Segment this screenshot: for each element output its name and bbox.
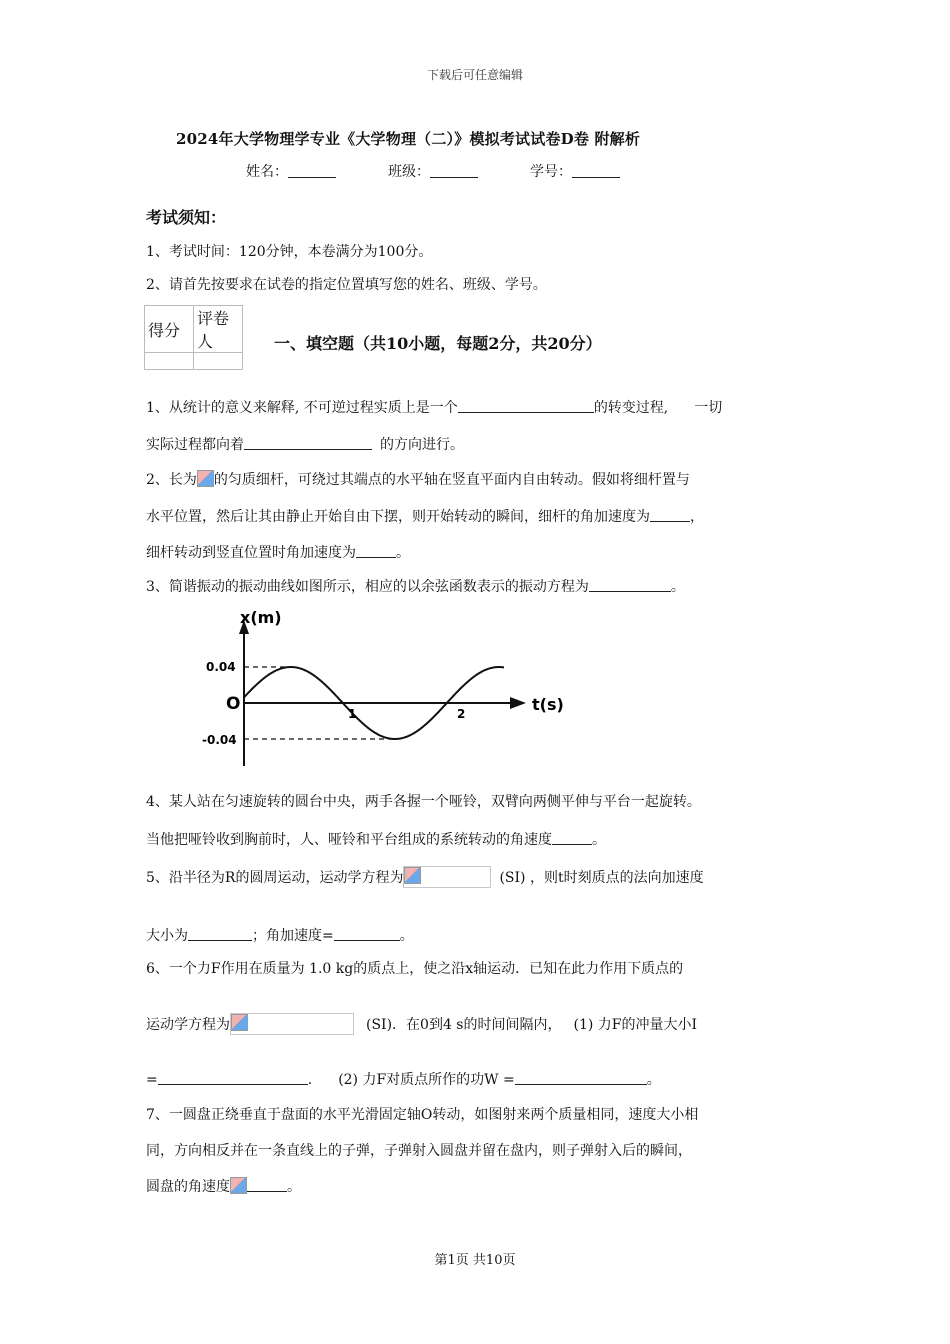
question-1-line-2	[146, 434, 464, 454]
answer-blank	[244, 436, 372, 450]
y-tick-label: 0.04	[206, 660, 236, 674]
question-6-line-1: 6、一个力F作用在质量为 1.0 kg的质点上，使之沿x轴运动．已知在此力作用下质点的	[146, 961, 684, 977]
question-text: 。	[646, 1072, 661, 1088]
question-text: 5、沿半径为R的圆周运动，运动学方程为	[146, 870, 404, 886]
class-blank	[430, 163, 478, 178]
question-text: 细杆转动到竖直位置时角加速度为	[146, 545, 356, 561]
question-text: ；角加速度=	[252, 928, 334, 944]
question-text: 大小为	[146, 928, 188, 944]
notice-title: 考试须知：	[146, 208, 227, 227]
answer-blank	[247, 1178, 287, 1192]
question-5-line-1	[146, 866, 704, 888]
question-text: 运动学方程为	[146, 1017, 230, 1033]
grader-cell	[194, 353, 243, 370]
question-text: 。	[670, 579, 685, 595]
question-7-line-2: 同，方向相反并在一条直线上的子弹，子弹射入圆盘并留在盘内，则子弹射入后的瞬间，	[146, 1143, 692, 1159]
answer-blank	[458, 399, 594, 413]
answer-blank	[552, 831, 592, 845]
question-6-line-2	[146, 1013, 697, 1035]
student-id-blank	[572, 163, 620, 178]
answer-blank	[334, 927, 400, 941]
question-text: 水平位置，然后让其由静止开始自由下摆，则开始转动的瞬间，细杆的角加速度为	[146, 509, 650, 525]
equation-image	[230, 1013, 354, 1035]
question-text: .	[307, 1072, 313, 1088]
question-text: 3、简谐振动的振动曲线如图所示，相应的以余弦函数表示的振动方程为	[146, 579, 589, 595]
x-tick-label: 2	[457, 707, 466, 721]
question-6-line-3	[146, 1069, 661, 1089]
x-tick-label: 1	[348, 707, 357, 721]
question-7-line-3	[146, 1176, 301, 1196]
question-1-line-1	[146, 397, 722, 417]
question-text: 。	[396, 545, 410, 561]
question-text: 一切	[694, 400, 723, 416]
answer-blank	[158, 1071, 308, 1085]
score-header: 得分	[145, 306, 194, 353]
question-text: 。	[592, 832, 606, 848]
score-table	[144, 305, 243, 370]
answer-blank	[650, 508, 690, 522]
question-text: (SI) ，则t时刻质点的法向加速度	[499, 870, 704, 886]
equation-image	[403, 866, 491, 888]
question-text: (2) 力F对质点所作的功W =	[338, 1072, 515, 1088]
question-text: 2、长为	[146, 472, 197, 488]
question-text: =	[146, 1072, 158, 1088]
header-note: 下载后可任意编辑	[426, 68, 523, 82]
page-footer: 第1页 共10页	[434, 1253, 516, 1268]
x-axis-arrow	[510, 697, 526, 709]
question-text: (SI)．在0到4 s的时间间隔内，	[366, 1017, 562, 1033]
question-text: (1) 力F的冲量大小I	[573, 1017, 698, 1033]
answer-blank	[356, 544, 396, 558]
x-axis-label: t(s)	[532, 695, 564, 714]
question-4-line-2	[146, 829, 606, 849]
question-4-line-1: 4、某人站在匀速旋转的圆台中央，两手各握一个哑铃，双臂向两侧平伸与平台一起旋转。	[146, 794, 701, 810]
name-label: 姓名：	[246, 164, 288, 180]
question-text: 的转变过程,	[593, 400, 669, 416]
question-text: 的匀质细杆，可绕过其端点的水平轴在竖直平面内自由转动。假如将细杆置与	[213, 472, 690, 488]
student-id-field	[530, 161, 620, 181]
answer-blank	[589, 578, 671, 592]
answer-blank	[515, 1071, 647, 1085]
question-text: 。	[287, 1179, 301, 1195]
name-blank	[288, 163, 336, 178]
broken-image-icon	[404, 867, 421, 884]
question-2-line-1	[146, 469, 690, 489]
grader-header: 评卷人	[194, 306, 243, 353]
y-axis-label: x(m)	[240, 608, 282, 627]
class-label: 班级：	[388, 164, 430, 180]
origin-label: O	[226, 694, 241, 714]
question-2-line-2	[146, 506, 704, 526]
notice-item: 1、考试时间：120分钟，本卷满分为100分。	[146, 244, 433, 260]
question-text: 当他把哑铃收到胸前时，人、哑铃和平台组成的系统转动的角速度	[146, 832, 552, 848]
exam-title: 2024年大学物理学专业《大学物理（二）》模拟考试试卷D卷 附解析	[176, 130, 641, 148]
name-field	[246, 161, 336, 181]
notice-item: 2、请首先按要求在试卷的指定位置填写您的姓名、班级、学号。	[146, 277, 547, 293]
question-text: 1、从统计的意义来解释, 不可逆过程实质上是一个	[146, 400, 458, 416]
question-2-line-3	[146, 542, 410, 562]
section-title: 一、填空题（共10小题，每题2分，共20分）	[274, 334, 602, 353]
student-id-label: 学号：	[530, 164, 572, 180]
question-7-line-1: 7、一圆盘正绕垂直于盘面的水平光滑固定轴O转动，如图射来两个质量相同，速度大小相	[146, 1107, 699, 1123]
answer-blank	[188, 927, 252, 941]
question-3-line-1	[146, 576, 685, 596]
question-text: 。	[399, 928, 414, 944]
question-text: 实际过程都向着	[146, 437, 244, 453]
y-tick-label: -0.04	[202, 733, 237, 747]
score-cell	[145, 353, 194, 370]
oscillation-graph	[196, 606, 586, 776]
question-text: 的方向进行。	[380, 437, 464, 453]
broken-image-icon	[230, 1177, 247, 1194]
class-field	[388, 161, 478, 181]
question-text: 圆盘的角速度	[146, 1179, 230, 1195]
question-text: ，	[690, 509, 704, 525]
broken-image-icon	[231, 1014, 248, 1031]
question-5-line-2	[146, 925, 414, 945]
broken-image-icon	[197, 470, 214, 487]
